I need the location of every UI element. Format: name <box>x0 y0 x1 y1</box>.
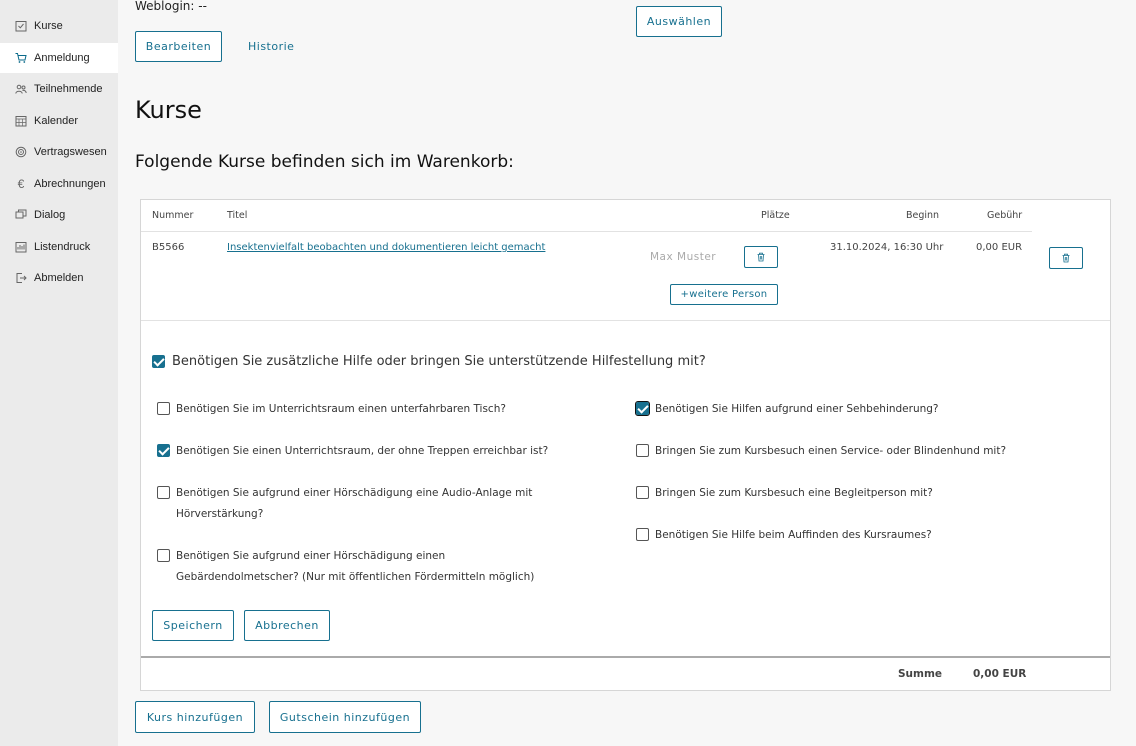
sidebar-item-listendruck[interactable] <box>0 232 118 262</box>
sidebar-item-label: Kurse <box>34 20 63 32</box>
question-audio-line1: Benötigen Sie aufgrund einer Hörschädigung eine Audio-Anlage mit <box>176 487 533 499</box>
dialog-icon <box>14 208 28 222</box>
question-audio <box>176 483 532 525</box>
sidebar-item-vertragswesen[interactable] <box>0 137 118 167</box>
question-sign-language <box>176 546 534 588</box>
add-person-button[interactable]: +weitere Person <box>670 284 778 305</box>
sidebar-item-label: Dialog <box>34 209 66 221</box>
question-sign-line1: Benötigen Sie aufgrund einer Hörschädigung einen <box>176 550 446 562</box>
course-number: B5566 <box>152 242 185 253</box>
calendar-icon <box>14 114 28 128</box>
cart-subtitle: Folgende Kurse befinden sich im Warenkorb: <box>135 152 514 172</box>
question-companion: Bringen Sie zum Kursbesuch eine Begleitperson mit? <box>655 487 933 499</box>
main-content <box>118 0 1136 746</box>
page-title: Kurse <box>135 96 202 124</box>
course-title-link[interactable]: Insektenvielfalt beobachten und dokumentieren leicht gemacht <box>227 242 546 253</box>
weblogin-text: Weblogin: -- <box>135 0 207 13</box>
sidebar-item-kalender[interactable] <box>0 106 118 136</box>
column-header-nummer: Nummer <box>152 210 194 221</box>
sidebar-item-label: Listendruck <box>34 241 91 253</box>
cancel-button[interactable]: Abbrechen <box>244 610 330 641</box>
column-header-plaetze: Plätze <box>761 210 790 221</box>
euro-icon: € <box>17 177 25 191</box>
column-header-beginn: Beginn <box>906 210 940 221</box>
print-list-icon <box>14 240 28 254</box>
summary-divider <box>141 656 1110 658</box>
sidebar-item-abrechnungen[interactable] <box>0 169 118 199</box>
trash-icon <box>1061 253 1071 263</box>
trash-icon <box>756 252 766 262</box>
cart-icon <box>14 51 28 65</box>
history-link[interactable]: Historie <box>248 40 295 53</box>
course-fee: 0,00 EUR <box>976 242 1023 253</box>
select-button[interactable]: Auswählen <box>636 6 722 37</box>
contract-icon <box>14 145 28 159</box>
save-button[interactable]: Speichern <box>152 610 234 641</box>
logout-icon <box>14 271 28 285</box>
question-stairs: Benötigen Sie einen Unterrichtsraum, der ohne Treppen erreichbar ist? <box>176 445 549 457</box>
sidebar-item-abmelden[interactable] <box>0 263 118 293</box>
checkbox-sign-language[interactable] <box>157 549 170 562</box>
edit-button[interactable]: Bearbeiten <box>135 31 222 62</box>
sidebar-item-label: Teilnehmende <box>34 83 103 95</box>
participant-name: Max Muster <box>650 251 717 263</box>
add-course-button[interactable]: Kurs hinzufügen <box>135 701 255 733</box>
sidebar-item-anmeldung[interactable] <box>0 43 118 73</box>
users-icon <box>14 82 28 96</box>
column-header-titel: Titel <box>227 210 248 221</box>
course-start: 31.10.2024, 16:30 Uhr <box>830 242 944 253</box>
checkbox-stairs[interactable] <box>157 444 170 457</box>
sidebar-item-label: Vertragswesen <box>34 146 107 158</box>
sidebar-item-teilnehmende[interactable] <box>0 74 118 104</box>
header-divider <box>141 231 1032 232</box>
sidebar-item-dialog[interactable] <box>0 200 118 230</box>
question-find-room: Benötigen Sie Hilfe beim Auffinden des Kursraumes? <box>655 529 932 541</box>
sidebar-item-label: Anmeldung <box>34 52 90 64</box>
question-service-dog: Bringen Sie zum Kursbesuch einen Service- oder Blindenhund mit? <box>655 445 1007 457</box>
question-audio-line2: Hörverstärkung? <box>176 508 264 520</box>
checkbox-table[interactable] <box>157 402 170 415</box>
question-visual: Benötigen Sie Hilfen aufgrund einer Sehbehinderung? <box>655 403 939 415</box>
sidebar-item-label: Abmelden <box>34 272 84 284</box>
checkbox-find-room[interactable] <box>636 528 649 541</box>
cart-table <box>140 199 1111 691</box>
summary-label: Summe <box>898 668 943 680</box>
row-divider <box>141 320 1110 321</box>
question-sign-line2: Gebärdendolmetscher? (Nur mit öffentlichen Fördermitteln möglich) <box>176 571 535 583</box>
question-table: Benötigen Sie im Unterrichtsraum einen unterfahrbaren Tisch? <box>176 403 506 415</box>
sidebar <box>0 0 118 746</box>
checkbox-service-dog[interactable] <box>636 444 649 457</box>
sidebar-item-label: Abrechnungen <box>34 178 106 190</box>
summary-value: 0,00 EUR <box>973 668 1027 680</box>
add-voucher-button[interactable]: Gutschein hinzufügen <box>269 701 421 733</box>
remove-course-button[interactable] <box>1049 247 1083 269</box>
sidebar-item-label: Kalender <box>34 115 79 127</box>
help-main-checkbox[interactable] <box>152 355 165 368</box>
sidebar-item-kurse[interactable] <box>0 11 118 41</box>
checkbox-visual[interactable] <box>636 402 649 415</box>
remove-participant-button[interactable] <box>744 246 778 268</box>
help-main-question: Benötigen Sie zusätzliche Hilfe oder bringen Sie unterstützende Hilfestellung mit? <box>172 354 706 369</box>
checkbox-calendar-icon <box>14 19 28 33</box>
checkbox-companion[interactable] <box>636 486 649 499</box>
column-header-gebuehr: Gebühr <box>987 210 1023 221</box>
checkbox-audio[interactable] <box>157 486 170 499</box>
